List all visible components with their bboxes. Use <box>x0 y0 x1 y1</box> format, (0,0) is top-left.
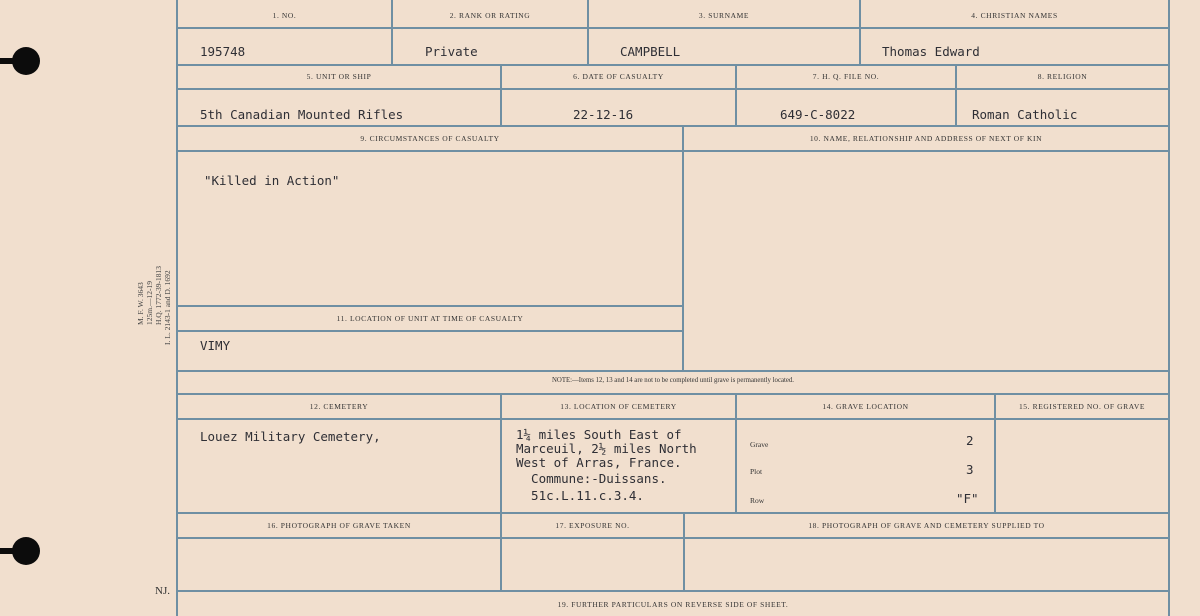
plot-label: Plot <box>750 467 763 476</box>
location-line-4: Commune:-Duissans. <box>516 471 667 486</box>
label-exposure-no: 17. EXPOSURE NO. <box>555 521 630 530</box>
label-surname: 3. SURNAME <box>698 11 750 20</box>
value-date-casualty: 22-12-16 <box>573 107 634 122</box>
location-line-3: West of Arras, France. <box>516 455 682 470</box>
label-hq-file: 7. H. Q. FILE NO. <box>812 72 880 81</box>
value-rank: Private <box>425 44 478 59</box>
margin-line-4: I. L. 2143-1 and D. 1692 <box>163 270 172 345</box>
value-cemetery: Louez Military Cemetery, <box>200 429 381 444</box>
value-hq-file: 649-C-8022 <box>780 107 856 122</box>
label-grave-location: 14. GRAVE LOCATION <box>822 402 909 411</box>
label-religion: 8. RELIGION <box>1037 72 1088 81</box>
row-label: Row <box>750 496 765 505</box>
label-registered-no: 15. REGISTERED NO. OF GRAVE <box>1018 402 1146 411</box>
value-circumstances: "Killed in Action" <box>204 173 340 188</box>
punch-hole-bottom <box>12 537 40 565</box>
value-no: 195748 <box>200 44 246 59</box>
value-surname: CAMPBELL <box>620 44 681 59</box>
label-circumstances: 9. CIRCUMSTANCES OF CASUALTY <box>360 134 500 143</box>
grave-label: Grave <box>750 440 769 449</box>
label-rank: 2. RANK OR RATING <box>449 11 531 20</box>
label-unit: 5. UNIT OR SHIP <box>306 72 372 81</box>
note-text: NOTE:—Items 12, 13 and 14 are not to be completed until grave is permanently located. <box>552 377 794 384</box>
location-line-2: Marceuil, 2½ miles North <box>516 441 697 456</box>
margin-line-1: M. F. W. 3643 <box>136 282 145 325</box>
label-next-of-kin: 10. NAME, RELATIONSHIP AND ADDRESS OF NEXT OF KIN <box>809 134 1043 143</box>
corner-mark: NJ. <box>155 585 170 597</box>
label-no: 1. NO. <box>272 11 297 20</box>
label-date-casualty: 6. DATE OF CASUALTY <box>573 72 664 81</box>
location-line-5: 51c.L.11.c.3.4. <box>516 488 644 503</box>
plot-value: 3 <box>966 462 974 477</box>
value-religion: Roman Catholic <box>972 107 1078 122</box>
margin-line-3: H.Q. 1772-39-1813 <box>154 266 163 325</box>
value-location-unit: VIMY <box>200 338 231 353</box>
grave-value: 2 <box>966 433 974 448</box>
row-value: "F" <box>956 491 979 506</box>
label-photo-supplied: 18. PHOTOGRAPH OF GRAVE AND CEMETERY SUPPLIED TO <box>808 521 1045 530</box>
label-location-unit: 11. LOCATION OF UNIT AT TIME OF CASUALTY <box>336 314 524 323</box>
label-cemetery: 12. CEMETERY <box>309 402 369 411</box>
location-line-1: 1¼ miles South East of <box>516 427 682 442</box>
label-christian-names: 4. CHRISTIAN NAMES <box>971 11 1058 20</box>
value-unit: 5th Canadian Mounted Rifles <box>200 107 404 122</box>
value-location-cemetery <box>516 428 697 504</box>
value-christian-names: Thomas Edward <box>882 44 980 59</box>
label-further-particulars: 19. FURTHER PARTICULARS ON REVERSE SIDE OF SHEET. <box>557 600 789 609</box>
label-location-cemetery: 13. LOCATION OF CEMETERY <box>560 402 677 411</box>
punch-hole-top <box>12 47 40 75</box>
margin-line-2: 125m.—12-19 <box>145 281 154 325</box>
label-photo-taken: 16. PHOTOGRAPH OF GRAVE TAKEN <box>267 521 411 530</box>
